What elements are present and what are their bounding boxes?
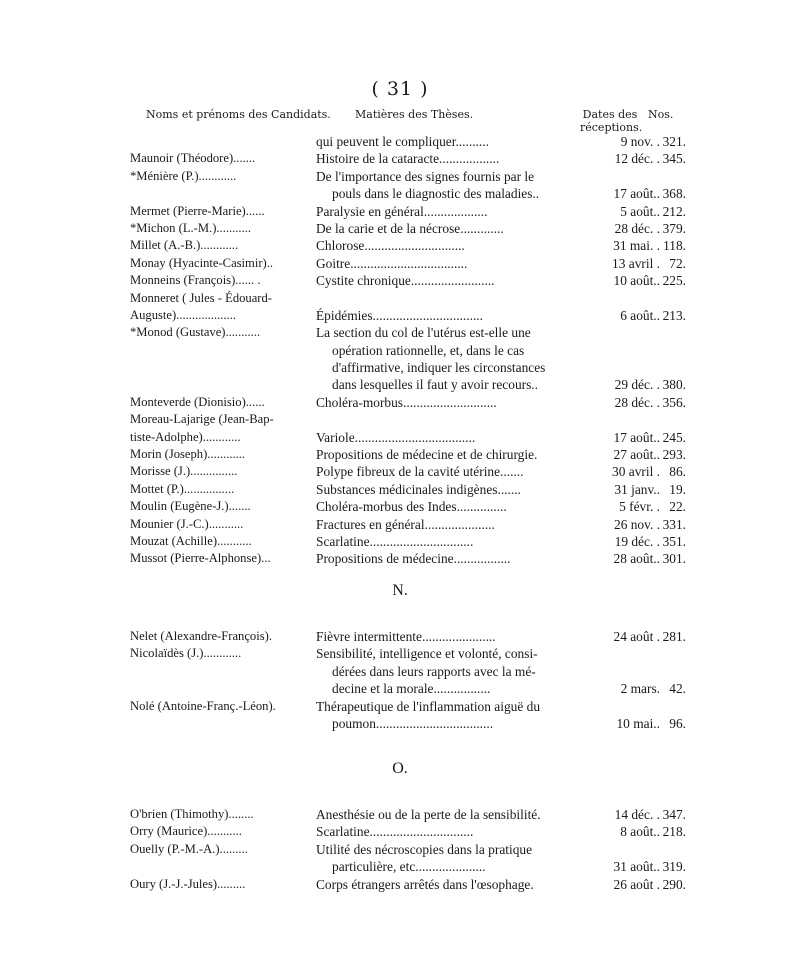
thesis-subject: poumon................................... — [332, 715, 494, 731]
entry-row — [130, 516, 686, 533]
candidate-name: Auguste)................... — [130, 307, 236, 322]
reception-date: 12 déc. . — [614, 151, 660, 167]
candidate-name: O'brien (Thimothy)........ — [130, 807, 254, 821]
thesis-subject: Polype fibreux de la cavité utérine....... — [316, 464, 524, 480]
header-subjects: Matières des Thèses. — [355, 108, 474, 121]
candidate-name: Nelet (Alexandre-François). — [130, 629, 272, 643]
entry-row — [130, 481, 686, 498]
thesis-number: 22. — [669, 499, 686, 515]
thesis-subject: Paralysie en général................... — [316, 203, 488, 219]
candidate-name: Millet (A.-B.)............ — [130, 238, 239, 253]
thesis-number: 245. — [662, 429, 686, 445]
thesis-subject: Corps étrangers arrêtés dans l'œsophage. — [316, 876, 534, 892]
entry-row — [130, 806, 686, 823]
entry-row — [130, 376, 686, 393]
entry-row — [130, 203, 686, 220]
entry-row — [130, 133, 686, 150]
thesis-subject: De l'importance des signes fournis par le — [316, 168, 535, 184]
entry-row — [130, 342, 686, 359]
candidate-name: Mottet (P.)................ — [130, 481, 235, 496]
thesis-subject: Histoire de la cataracte.................. — [316, 151, 500, 167]
entry-row — [130, 237, 686, 254]
reception-date: 26 août . — [613, 876, 660, 892]
entry-row — [130, 645, 686, 662]
thesis-number: 380. — [662, 377, 686, 393]
thesis-subject: particulière, etc..................... — [332, 859, 486, 875]
candidate-name: Monneret ( Jules - Édouard- — [130, 290, 272, 305]
section-n — [130, 628, 686, 732]
thesis-number: 331. — [662, 516, 686, 532]
thesis-number: 19. — [669, 481, 686, 497]
reception-date: 30 avril . — [612, 464, 660, 480]
reception-date: 17 août.. — [613, 186, 660, 202]
entry-row — [130, 394, 686, 411]
thesis-number: 293. — [662, 447, 686, 463]
entry-row — [130, 876, 686, 893]
candidate-name: Monteverde (Dionisio)...... — [130, 394, 265, 409]
thesis-subject: Scarlatine............................... — [316, 824, 474, 840]
entry-row — [130, 715, 686, 732]
thesis-number: 96. — [669, 715, 686, 731]
reception-date: 31 août.. — [613, 859, 660, 875]
reception-date: 26 nov. . — [614, 516, 660, 532]
thesis-subject: Anesthésie ou de la perte de la sensibilité. — [316, 807, 541, 822]
entry-row — [130, 272, 686, 289]
candidate-name: Nicolaïdès (J.)............ — [130, 646, 242, 661]
thesis-subject: qui peuvent le compliquer.......... — [316, 134, 489, 149]
entry-row — [130, 628, 686, 645]
thesis-number: 301. — [662, 551, 686, 567]
candidate-name: Ouelly (P.-M.-A.)......... — [130, 841, 248, 856]
reception-date: 27 août.. — [613, 447, 660, 463]
candidate-name: Orry (Maurice)........... — [130, 824, 242, 839]
candidate-name: Nolé (Antoine-Franç.-Léon). — [130, 698, 276, 713]
reception-date: 19 déc. . — [614, 533, 660, 549]
thesis-subject: Cystite chronique......................... — [316, 273, 495, 289]
entry-row — [130, 255, 686, 272]
entry-row — [130, 290, 686, 307]
thesis-subject: Propositions de médecine................. — [316, 551, 511, 567]
reception-date: 8 août.. — [620, 824, 660, 840]
entry-row — [130, 841, 686, 858]
thesis-subject: La section du col de l'utérus est-elle une — [316, 325, 531, 341]
thesis-number: 319. — [662, 859, 686, 875]
thesis-subject: Goitre................................... — [316, 255, 468, 271]
candidate-name: Mounier (J.-C.)........... — [130, 516, 244, 531]
thesis-subject: Variole.................................... — [316, 429, 476, 445]
thesis-subject: Sensibilité, intelligence et volonté, consi- — [316, 646, 538, 662]
reception-date: 13 avril . — [612, 255, 660, 271]
thesis-subject: opération rationnelle, et, dans le cas — [332, 342, 525, 358]
candidate-name: *Ménière (P.)............ — [130, 168, 237, 183]
entry-row — [130, 663, 686, 680]
candidate-name: Monneins (François)...... . — [130, 273, 261, 288]
thesis-subject: dérées dans leurs rapports avec la mé- — [332, 663, 536, 679]
entry-row — [130, 698, 686, 715]
candidate-name: Morisse (J.)............... — [130, 464, 238, 479]
thesis-subject: Choléra-morbus............................ — [316, 394, 497, 410]
thesis-subject: d'affirmative, indiquer les circonstances — [332, 360, 546, 376]
entry-row — [130, 411, 686, 428]
entry-row — [130, 680, 686, 697]
reception-date: 17 août.. — [613, 429, 660, 445]
candidate-name: Oury (J.-J.-Jules)......... — [130, 876, 246, 891]
candidate-name: tiste-Adolphe)............ — [130, 429, 241, 444]
page-number: ( 31 ) — [371, 78, 429, 100]
candidate-name: Moulin (Eugène-J.)....... — [130, 499, 251, 514]
entry-row — [130, 307, 686, 324]
candidate-name: Monay (Hyacinte-Casimir).. — [130, 255, 274, 270]
entry-row — [130, 823, 686, 840]
thesis-number: 290. — [662, 876, 686, 892]
thesis-number: 356. — [662, 394, 686, 410]
thesis-number: 281. — [662, 629, 686, 644]
entry-row — [130, 150, 686, 167]
thesis-number: 225. — [662, 273, 686, 289]
entry-row — [130, 429, 686, 446]
entry-row — [130, 463, 686, 480]
thesis-number: 345. — [662, 151, 686, 167]
reception-date: 31 mai. . — [613, 238, 660, 254]
header-dates — [580, 108, 643, 134]
section-letter-n: N. — [392, 582, 408, 599]
thesis-number: 213. — [662, 307, 686, 323]
entry-row — [130, 324, 686, 341]
thesis-subject: Épidémies................................. — [316, 307, 483, 323]
reception-date: 2 mars. — [620, 681, 660, 697]
thesis-number: 347. — [662, 807, 686, 822]
candidate-name: Mermet (Pierre-Marie)...... — [130, 203, 265, 218]
reception-date: 5 févr. . — [619, 499, 660, 515]
header-names: Noms et prénoms des Candidats. — [146, 108, 331, 121]
thesis-subject: De la carie et de la nécrose............. — [316, 220, 504, 236]
thesis-subject: Choléra-morbus des Indes............... — [316, 499, 507, 515]
candidate-name: Maunoir (Théodore)....... — [130, 151, 256, 166]
header-dates-line2: réceptions. — [580, 121, 643, 134]
entry-row — [130, 858, 686, 875]
thesis-number: 86. — [669, 464, 686, 480]
reception-date: 9 nov. . — [620, 134, 660, 149]
thesis-number: 72. — [669, 255, 686, 271]
thesis-number: 379. — [662, 220, 686, 236]
thesis-number: 321. — [662, 134, 686, 149]
thesis-subject: Substances médicinales indigènes....... — [316, 481, 521, 497]
thesis-number: 368. — [662, 186, 686, 202]
thesis-number: 42. — [669, 681, 686, 697]
reception-date: 24 août . — [613, 629, 660, 644]
entry-row — [130, 550, 686, 567]
section-m — [130, 133, 686, 568]
thesis-subject: dans lesquelles il faut y avoir recours.. — [332, 377, 539, 393]
entry-row — [130, 168, 686, 185]
entry-row — [130, 498, 686, 515]
candidate-name: Mouzat (Achille)........... — [130, 533, 252, 548]
thesis-subject: decine et la morale................. — [332, 681, 491, 697]
entry-row — [130, 359, 686, 376]
reception-date: 6 août.. — [620, 307, 660, 323]
reception-date: 5 août.. — [620, 203, 660, 219]
thesis-number: 118. — [663, 238, 686, 254]
section-letter-o: O. — [392, 760, 408, 777]
entry-row — [130, 446, 686, 463]
thesis-subject: Fractures en général..................... — [316, 516, 495, 532]
header-dates-line1: Dates des — [582, 108, 638, 121]
reception-date: 29 déc. . — [614, 377, 660, 393]
entry-row — [130, 220, 686, 237]
reception-date: 10 août.. — [613, 273, 660, 289]
reception-date: 10 mai.. — [616, 715, 660, 731]
thesis-subject: Scarlatine............................... — [316, 533, 474, 549]
candidate-name: Moreau-Lajarige (Jean-Bap- — [130, 412, 274, 427]
candidate-name: Mussot (Pierre-Alphonse)... — [130, 551, 271, 566]
reception-date: 28 août.. — [613, 551, 660, 567]
reception-date: 28 déc. . — [614, 394, 660, 410]
thesis-subject: Fièvre intermittente...................... — [316, 629, 496, 644]
candidate-name: *Michon (L.-M.)........... — [130, 220, 252, 235]
candidate-name: Morin (Joseph)............ — [130, 447, 246, 462]
reception-date: 14 déc. . — [614, 807, 660, 822]
thesis-number: 212. — [662, 203, 686, 219]
thesis-subject: Thérapeutique de l'inflammation aiguë du — [316, 698, 541, 714]
thesis-number: 218. — [662, 824, 686, 840]
header-numbers: Nos. — [648, 108, 674, 121]
thesis-subject: pouls dans le diagnostic des maladies.. — [332, 186, 540, 202]
thesis-subject: Utilité des nécroscopies dans la pratique — [316, 841, 533, 857]
section-o — [130, 806, 686, 893]
candidate-name: *Monod (Gustave)........... — [130, 325, 261, 340]
entry-row — [130, 533, 686, 550]
thesis-subject: Chlorose.............................. — [316, 238, 465, 254]
reception-date: 31 janv.. — [614, 481, 660, 497]
thesis-subject: Propositions de médecine et de chirurgie. — [316, 447, 538, 463]
reception-date: 28 déc. . — [614, 220, 660, 236]
thesis-number: 351. — [662, 533, 686, 549]
entry-row — [130, 185, 686, 202]
